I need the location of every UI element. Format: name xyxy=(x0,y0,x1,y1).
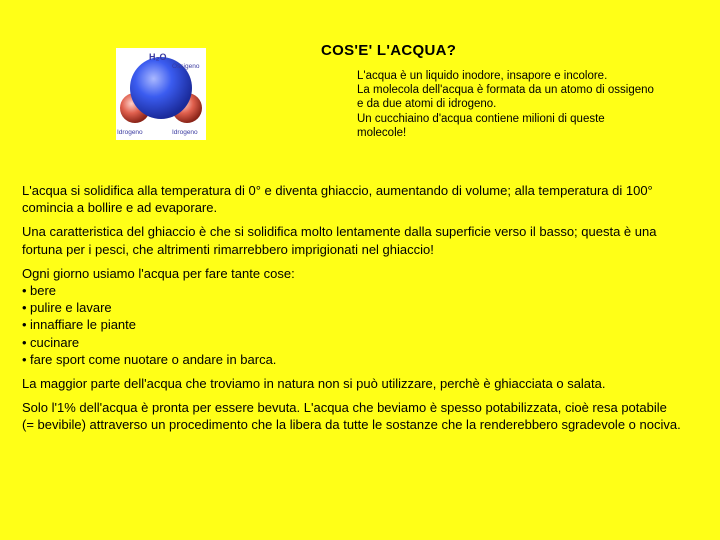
main-content xyxy=(22,182,682,441)
bullet-icon: • xyxy=(22,300,27,316)
uses-list xyxy=(22,282,682,368)
hydrogen-left-label: Idrogeno xyxy=(117,129,143,136)
page-title: COS'E' L'ACQUA? xyxy=(321,42,457,59)
formula-label: H₂O xyxy=(149,52,167,62)
list-item xyxy=(22,316,682,333)
bullet-icon: • xyxy=(22,317,27,333)
uses-intro: Ogni giorno usiamo l'acqua per fare tante cose: xyxy=(22,265,295,281)
intro-text xyxy=(357,69,657,140)
ice-paragraph: Una caratteristica del ghiaccio è che si solidifica molto lentamente dalla superficie verso il basso; questa è una fortuna per i pesci, che altrimenti rimarrebbero imprigionati nel ghiaccio! xyxy=(22,224,657,257)
bullet-icon: • xyxy=(22,283,27,299)
list-item-text: cucinare xyxy=(30,334,80,350)
freezing-boiling-paragraph: L'acqua si solidifica alla temperatura di 0° e diventa ghiaccio, aumentando di volume; alla temperatura di 100° comincia a bollire e ad evaporare. xyxy=(22,183,653,216)
drinkable-water-paragraph: Solo l'1% dell'acqua è pronta per essere bevuta. L'acqua che beviamo è spesso potabilizzata, cioè resa potabile (= bevibile) attraverso un procedimento che la libera da tutte le sostanze che la renderebbero sgradevole o nociva. xyxy=(22,400,681,433)
unusable-water-paragraph: La maggior parte dell'acqua che troviamo in natura non si può utilizzare, perchè è ghiacciata o salata. xyxy=(22,376,606,392)
oxygen-label: Ossigeno xyxy=(172,63,200,70)
list-item-text: fare sport come nuotare o andare in barca. xyxy=(30,351,277,367)
list-item-text: pulire e lavare xyxy=(30,300,112,316)
intro-line: Un cucchiaino d'acqua contiene milioni di queste molecole! xyxy=(357,112,605,139)
list-item xyxy=(22,282,682,299)
list-item xyxy=(22,351,682,368)
intro-line: La molecola dell'acqua è formata da un atomo di ossigeno e da due atomi di idrogeno. xyxy=(357,84,654,111)
bullet-icon: • xyxy=(22,334,27,350)
list-item-text: innaffiare le piante xyxy=(30,317,137,333)
bullet-icon: • xyxy=(22,351,27,367)
list-item xyxy=(22,299,682,316)
hydrogen-right-label: Idrogeno xyxy=(172,129,198,136)
water-molecule-image xyxy=(116,48,206,140)
list-item xyxy=(22,334,682,351)
list-item-text: bere xyxy=(30,283,57,299)
water-molecule-illustration xyxy=(116,48,206,140)
intro-line: L'acqua è un liquido inodore, insapore e incolore. xyxy=(357,70,608,82)
